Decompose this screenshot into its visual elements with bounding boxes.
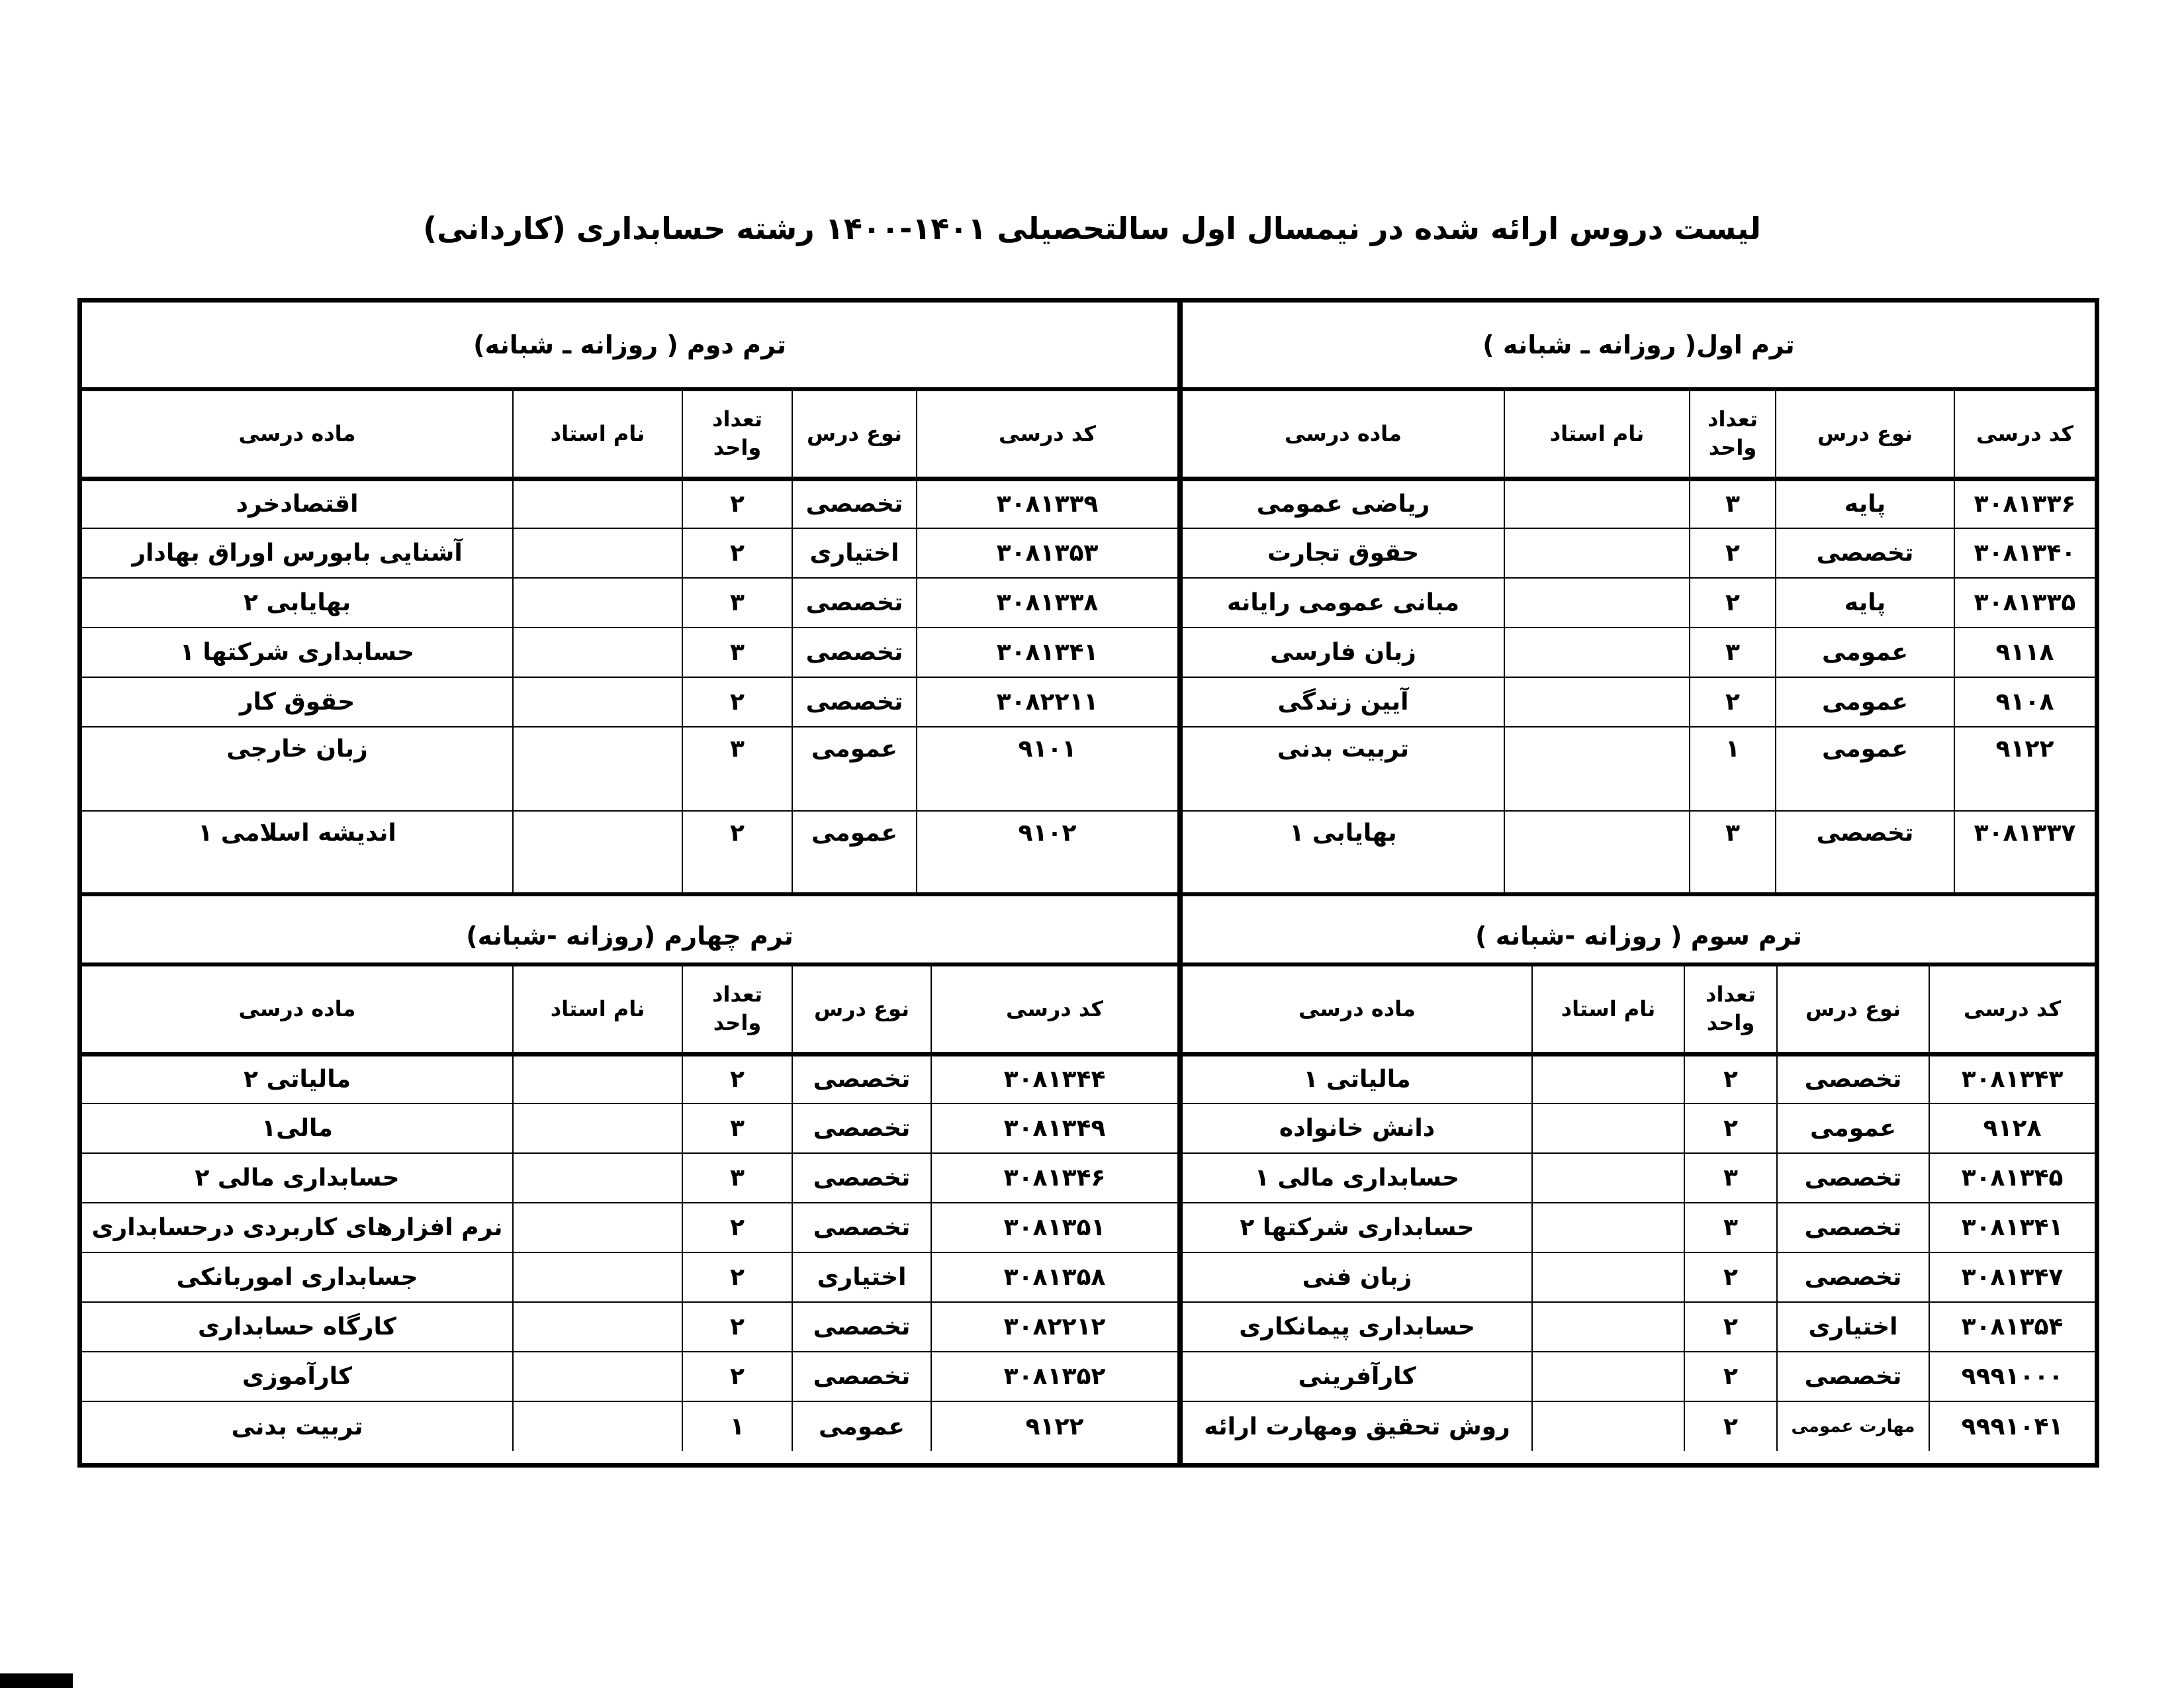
course-code: ۹۱۰۸ — [1954, 677, 2095, 727]
course-subject: حقوق کار — [82, 677, 513, 727]
footer-badge — [0, 1673, 73, 1688]
course-code: ۹۱۱۸ — [1954, 628, 2095, 677]
course-units: ۱ — [1690, 727, 1776, 811]
course-subject: مالیاتی ۲ — [82, 1054, 513, 1103]
term1-table — [1183, 391, 2095, 896]
term2-title: ترم دوم ( روزانه ـ شبانه) — [82, 303, 1177, 391]
course-code: ۳۰۸۱۳۵۲ — [931, 1352, 1177, 1401]
course-code: ۹۹۹۱۰۴۱ — [1929, 1401, 2095, 1451]
course-type: تخصصی — [792, 1352, 931, 1401]
course-subject: آشنایی بابورس اوراق بهادار — [82, 528, 513, 578]
course-code: ۹۱۰۲ — [917, 811, 1177, 894]
course-type: تخصصی — [792, 1103, 931, 1153]
term3-body — [1183, 1054, 2095, 1451]
table-row — [1183, 1302, 2095, 1352]
term4-table — [82, 966, 1177, 1451]
course-teacher — [513, 1252, 682, 1302]
course-code: ۳۰۸۱۳۴۷ — [1929, 1252, 2095, 1302]
course-subject: کارآفرینی — [1183, 1352, 1532, 1401]
header-type: نوع درس — [1777, 966, 1929, 1054]
course-teacher — [1504, 677, 1690, 727]
course-code: ۹۹۹۱۰۰۰ — [1929, 1352, 2095, 1401]
course-code: ۳۰۸۱۳۳۶ — [1954, 479, 2095, 528]
course-units: ۳ — [1690, 628, 1776, 677]
course-subject: حسابداری مالی ۲ — [82, 1153, 513, 1203]
course-code: ۹۱۰۱ — [917, 727, 1177, 811]
course-units: ۳ — [682, 1103, 792, 1153]
page-title: لیست دروس ارائه شده در نیمسال اول سالتحصیلی ۱۴۰۱-۱۴۰۰ رشته حسابداری (کاردانی) — [423, 211, 1761, 246]
course-type: عمومی — [1776, 628, 1954, 677]
course-units: ۳ — [682, 578, 792, 628]
course-type: تخصصی — [1777, 1203, 1929, 1252]
term2-body — [82, 479, 1177, 894]
course-units: ۲ — [682, 528, 792, 578]
course-units: ۳ — [682, 1153, 792, 1203]
course-subject: مالیاتی ۱ — [1183, 1054, 1532, 1103]
table-row — [82, 1054, 1177, 1103]
course-units: ۲ — [1684, 1401, 1777, 1451]
course-type: اختیاری — [1777, 1302, 1929, 1352]
course-type: تخصصی — [792, 1203, 931, 1252]
course-teacher — [1532, 1054, 1684, 1103]
course-type: تخصصی — [792, 628, 917, 677]
course-subject: روش تحقیق ومهارت ارائه — [1204, 1413, 1510, 1440]
course-type: تخصصی — [1776, 528, 1954, 578]
course-units: ۲ — [1690, 677, 1776, 727]
table-row — [1183, 1203, 2095, 1252]
course-teacher — [1504, 811, 1690, 894]
table-row — [1183, 811, 2095, 894]
course-teacher — [1532, 1352, 1684, 1401]
header-subject: ماده درسی — [1183, 391, 1504, 479]
course-units: ۲ — [1684, 1252, 1777, 1302]
term3-table — [1183, 966, 2095, 1451]
table-row — [82, 1203, 1177, 1252]
course-subject: تربیت بدنی — [1183, 727, 1504, 811]
course-type: اختیاری — [792, 528, 917, 578]
term4-body — [82, 1054, 1177, 1451]
table-row — [82, 628, 1177, 677]
course-units: ۳ — [1690, 811, 1776, 894]
table-row — [82, 1302, 1177, 1352]
table-row — [1183, 1054, 2095, 1103]
course-units: ۲ — [682, 1352, 792, 1401]
term2-table — [82, 391, 1177, 896]
course-type: تخصصی — [1777, 1352, 1929, 1401]
course-code: ۳۰۸۱۳۴۹ — [931, 1103, 1177, 1153]
table-row — [1183, 628, 2095, 677]
course-code: ۳۰۸۱۳۴۵ — [1929, 1153, 2095, 1203]
course-teacher — [513, 1054, 682, 1103]
header-code: کد درسی — [931, 966, 1177, 1054]
left-column — [77, 298, 1182, 1468]
course-subject: حقوق تجارت — [1183, 528, 1504, 578]
course-code: ۹۱۲۲ — [931, 1401, 1177, 1451]
header-type: نوع درس — [792, 391, 917, 479]
right-column — [1178, 298, 2099, 1468]
course-code: ۳۰۸۱۳۵۴ — [1929, 1302, 2095, 1352]
course-teacher — [1532, 1153, 1684, 1203]
course-subject: آیین زندگی — [1183, 677, 1504, 727]
course-teacher — [1504, 528, 1690, 578]
course-teacher — [513, 1352, 682, 1401]
course-teacher — [1504, 628, 1690, 677]
course-teacher — [1532, 1401, 1684, 1451]
course-subject: حسابداری شرکتها ۱ — [82, 628, 513, 677]
course-units: ۲ — [682, 1302, 792, 1352]
header-teacher: نام استاد — [1532, 966, 1684, 1054]
term1-title: ترم اول( روزانه ـ شبانه ) — [1183, 303, 2095, 391]
course-units: ۳ — [1684, 1203, 1777, 1252]
table-row — [1183, 1252, 2095, 1302]
course-subject: بهایابی ۱ — [1183, 811, 1504, 894]
table-row — [1183, 578, 2095, 628]
course-teacher — [513, 1153, 682, 1203]
header-teacher: نام استاد — [1504, 391, 1690, 479]
course-subject: جسابداری اموربانکی — [82, 1252, 513, 1302]
course-units: ۲ — [682, 479, 792, 528]
table-row — [1183, 727, 2095, 811]
header-subject: ماده درسی — [82, 966, 513, 1054]
table-row — [82, 1252, 1177, 1302]
course-units: ۲ — [682, 1203, 792, 1252]
course-subject: دانش خانواده — [1183, 1103, 1532, 1153]
course-type: مهارت عمومی — [1777, 1401, 1929, 1451]
course-subject: زبان فارسی — [1183, 628, 1504, 677]
course-type: تخصصی — [792, 578, 917, 628]
course-teacher — [513, 727, 682, 811]
course-type: تخصصی — [792, 1302, 931, 1352]
course-units: ۳ — [1690, 479, 1776, 528]
course-teacher — [513, 1103, 682, 1153]
course-type: تخصصی — [792, 479, 917, 528]
course-type: عمومی — [1776, 727, 1954, 811]
course-subject: بهایابی ۲ — [82, 578, 513, 628]
course-units: ۳ — [682, 727, 792, 811]
course-teacher — [513, 628, 682, 677]
table-row — [1183, 1153, 2095, 1203]
course-type: پایه — [1776, 479, 1954, 528]
course-code: ۹۱۲۸ — [1929, 1103, 2095, 1153]
course-type: تخصصی — [792, 677, 917, 727]
course-units: ۳ — [682, 628, 792, 677]
course-subject: زبان خارجی — [82, 727, 513, 811]
course-units: ۳ — [1684, 1153, 1777, 1203]
course-subject: زبان فنی — [1183, 1252, 1532, 1302]
course-code: ۳۰۸۱۳۳۹ — [917, 479, 1177, 528]
course-type: عمومی — [1777, 1103, 1929, 1153]
table-row — [1183, 677, 2095, 727]
course-teacher — [513, 528, 682, 578]
table-row — [82, 1103, 1177, 1153]
term1-body — [1183, 479, 2095, 894]
course-code: ۳۰۸۲۲۱۲ — [931, 1302, 1177, 1352]
course-subject: حسابداری پیمانکاری — [1183, 1302, 1532, 1352]
table-row — [1183, 1352, 2095, 1401]
header-subject: ماده درسی — [82, 391, 513, 479]
course-code: ۳۰۸۱۳۳۷ — [1954, 811, 2095, 894]
course-subject: ریاضی عمومی — [1183, 479, 1504, 528]
course-code: ۳۰۸۱۳۴۱ — [1929, 1203, 2095, 1252]
table-row — [82, 479, 1177, 528]
course-units: ۲ — [1684, 1054, 1777, 1103]
course-type: تخصصی — [1777, 1054, 1929, 1103]
header-subject: ماده درسی — [1183, 966, 1532, 1054]
course-teacher — [513, 677, 682, 727]
course-units: ۲ — [682, 811, 792, 894]
table-row — [1183, 1103, 2095, 1153]
course-type: تخصصی — [1777, 1252, 1929, 1302]
course-subject: اندیشه اسلامی ۱ — [82, 811, 513, 894]
course-code: ۳۰۸۱۳۵۸ — [931, 1252, 1177, 1302]
table-row — [1183, 528, 2095, 578]
course-type: اختیاری — [792, 1252, 931, 1302]
course-subject: نرم افزارهای کاربردی درحسابداری — [82, 1203, 513, 1252]
header-teacher: نام استاد — [513, 391, 682, 479]
header-type: نوع درس — [792, 966, 931, 1054]
course-subject: اقتصادخرد — [82, 479, 513, 528]
course-units: ۲ — [1684, 1352, 1777, 1401]
table-row — [82, 1352, 1177, 1401]
course-teacher — [1504, 578, 1690, 628]
course-teacher — [513, 578, 682, 628]
header-units: تعداد واحد — [1684, 966, 1777, 1054]
course-subject: کارآموزی — [82, 1352, 513, 1401]
header-code: کد درسی — [1954, 391, 2095, 479]
course-teacher — [1504, 727, 1690, 811]
course-subject: مالی۱ — [82, 1103, 513, 1153]
course-teacher — [513, 1401, 682, 1451]
table-row — [82, 727, 1177, 811]
course-units: ۲ — [682, 1252, 792, 1302]
course-list-sheet — [77, 298, 2099, 1468]
course-subject: تربیت بدنی — [231, 1413, 363, 1440]
course-units: ۲ — [1684, 1302, 1777, 1352]
course-type: پایه — [1776, 578, 1954, 628]
header-teacher: نام استاد — [513, 966, 682, 1054]
course-type: عمومی — [792, 1401, 931, 1451]
course-code: ۳۰۸۱۳۴۴ — [931, 1054, 1177, 1103]
course-type: تخصصی — [792, 1153, 931, 1203]
course-code: ۳۰۸۱۳۳۸ — [917, 578, 1177, 628]
course-code: ۳۰۸۱۳۵۱ — [931, 1203, 1177, 1252]
course-code: ۳۰۸۱۳۴۳ — [1929, 1054, 2095, 1103]
course-subject: کارگاه حسابداری — [82, 1302, 513, 1352]
course-type: تخصصی — [1777, 1153, 1929, 1203]
course-teacher — [513, 1302, 682, 1352]
header-units: تعداد واحد — [1690, 391, 1776, 479]
course-teacher — [1532, 1302, 1684, 1352]
course-type: تخصصی — [792, 1054, 931, 1103]
table-row — [82, 528, 1177, 578]
course-code: ۹۱۲۲ — [1954, 727, 2095, 811]
course-code: ۳۰۸۱۳۴۱ — [917, 628, 1177, 677]
course-units: ۱ — [682, 1401, 792, 1451]
header-units: تعداد واحد — [682, 966, 792, 1054]
course-units: ۲ — [1684, 1103, 1777, 1153]
course-units: ۲ — [1690, 578, 1776, 628]
course-type: تخصصی — [1776, 811, 1954, 894]
course-units: ۲ — [682, 1054, 792, 1103]
table-row — [82, 1401, 1177, 1451]
header-units: تعداد واحد — [682, 391, 792, 479]
course-code: ۳۰۸۱۳۴۰ — [1954, 528, 2095, 578]
course-code: ۳۰۸۱۳۴۶ — [931, 1153, 1177, 1203]
table-row — [82, 578, 1177, 628]
header-code: کد درسی — [917, 391, 1177, 479]
table-row — [1183, 1401, 2095, 1451]
course-teacher — [1532, 1252, 1684, 1302]
course-code: ۳۰۸۱۳۳۵ — [1954, 578, 2095, 628]
table-row — [82, 811, 1177, 894]
term3-title: ترم سوم ( روزانه -شبانه ) — [1183, 910, 2095, 966]
term4-title: ترم چهارم (روزانه -شبانه) — [82, 910, 1177, 966]
course-teacher — [513, 479, 682, 528]
course-teacher — [1532, 1103, 1684, 1153]
course-subject: حسابداری شرکتها ۲ — [1183, 1203, 1532, 1252]
course-units: ۲ — [682, 677, 792, 727]
course-teacher — [1532, 1203, 1684, 1252]
course-type: عمومی — [792, 727, 917, 811]
course-teacher — [513, 1203, 682, 1252]
course-teacher — [513, 811, 682, 894]
table-row — [1183, 479, 2095, 528]
course-code: ۳۰۸۲۲۱۱ — [917, 677, 1177, 727]
course-type: عمومی — [1776, 677, 1954, 727]
course-code: ۳۰۸۱۳۵۳ — [917, 528, 1177, 578]
table-row — [82, 677, 1177, 727]
table-row — [82, 1153, 1177, 1203]
header-code: کد درسی — [1929, 966, 2095, 1054]
course-subject: حسابداری مالی ۱ — [1183, 1153, 1532, 1203]
course-subject: مبانی عمومی رایانه — [1183, 578, 1504, 628]
header-type: نوع درس — [1776, 391, 1954, 479]
course-type: عمومی — [792, 811, 917, 894]
course-units: ۲ — [1690, 528, 1776, 578]
course-teacher — [1504, 479, 1690, 528]
